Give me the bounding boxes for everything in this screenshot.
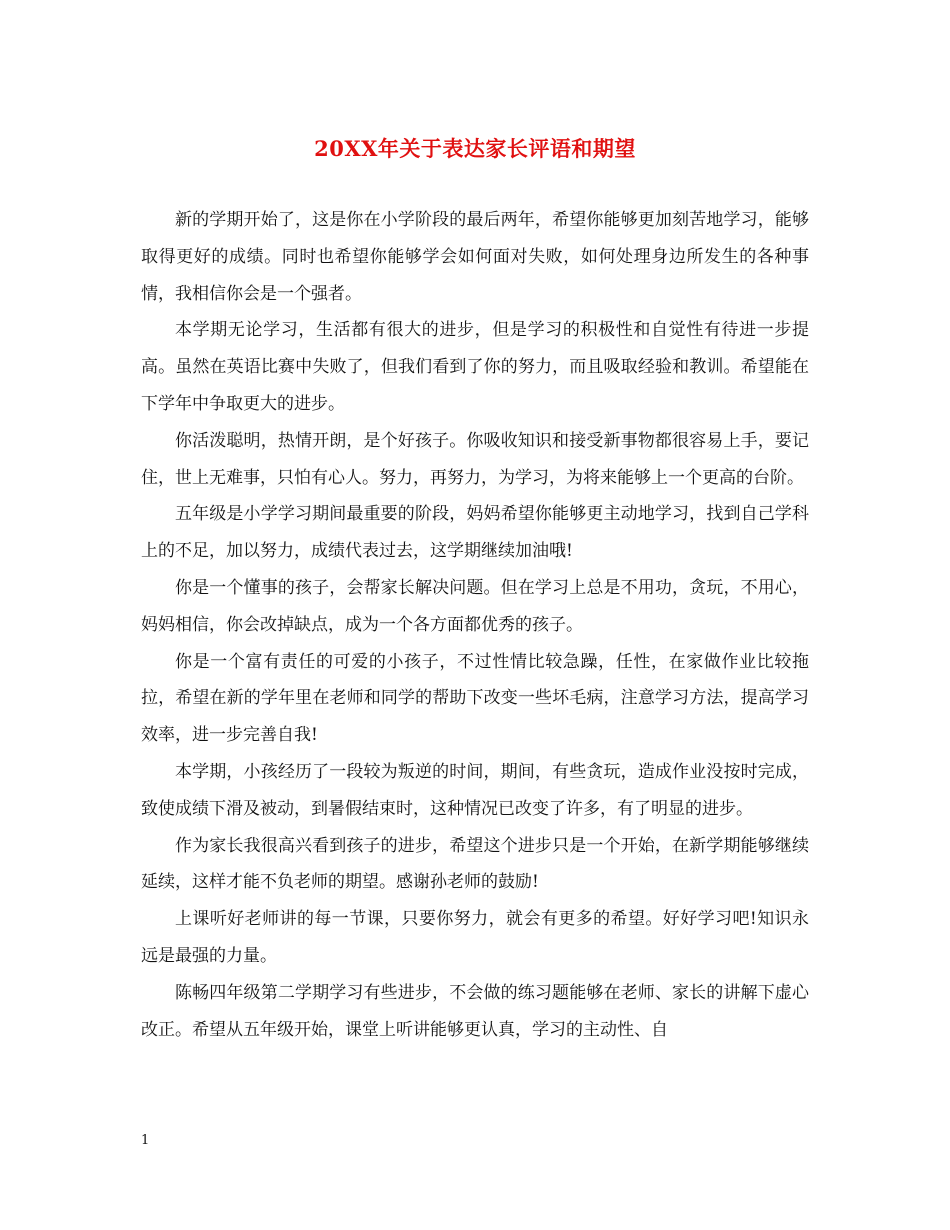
paragraph: 五年级是小学学习期间最重要的阶段，妈妈希望你能够更主动地学习，找到自己学科上的不足，加以努力，成绩代表过去，这学期继续加油哦! xyxy=(141,504,809,562)
paragraph: 作为家长我很高兴看到孩子的进步，希望这个进步只是一个开始，在新学期能够继续延续，这样才能不负老师的期望。感谢孙老师的鼓励! xyxy=(141,835,809,893)
paragraph: 新的学期开始了，这是你在小学阶段的最后两年，希望你能够更加刻苦地学习，能够取得更好的成绩。同时也希望你能够学会如何面对失败，如何处理身边所发生的各种事情，我相信你会是一个强者。 xyxy=(141,210,809,304)
document-body xyxy=(141,202,809,1048)
page-number: 1 xyxy=(141,1133,150,1148)
document-title: 20XX年关于表达家长评语和期望 xyxy=(314,136,636,161)
paragraph: 本学期，小孩经历了一段较为叛逆的时间，期间，有些贪玩，造成作业没按时完成，致使成绩下滑及被动，到暑假结束时，这种情况已改变了许多，有了明显的进步。 xyxy=(141,761,809,819)
paragraph: 你是一个富有责任的可爱的小孩子，不过性情比较急躁，任性，在家做作业比较拖拉，希望在新的学年里在老师和同学的帮助下改变一些坏毛病，注意学习方法，提高学习效率，进一步完善自我! xyxy=(141,651,809,746)
paragraph: 本学期无论学习，生活都有很大的进步，但是学习的积极性和自觉性有待进一步提高。虽然在英语比赛中失败了，但我们看到了你的努力，而且吸取经验和教训。希望能在下学年中争取更大的进步。 xyxy=(141,320,809,414)
paragraph: 你活泼聪明，热情开朗，是个好孩子。你吸收知识和接受新事物都很容易上手，要记住，世上无难事，只怕有心人。努力，再努力，为学习，为将来能够上一个更高的台阶。 xyxy=(141,430,809,488)
paragraph: 陈畅四年级第二学期学习有些进步，不会做的练习题能够在老师、家长的讲解下虚心改正。希望从五年级开始，课堂上听讲能够更认真，学习的主动性、自 xyxy=(141,982,809,1040)
paragraph: 上课听好老师讲的每一节课，只要你努力，就会有更多的希望。好好学习吧!知识永远是最强的力量。 xyxy=(141,909,809,966)
paragraph: 你是一个懂事的孩子，会帮家长解决问题。但在学习上总是不用功，贪玩，不用心，妈妈相信，你会改掉缺点，成为一个各方面都优秀的孩子。 xyxy=(141,577,809,635)
